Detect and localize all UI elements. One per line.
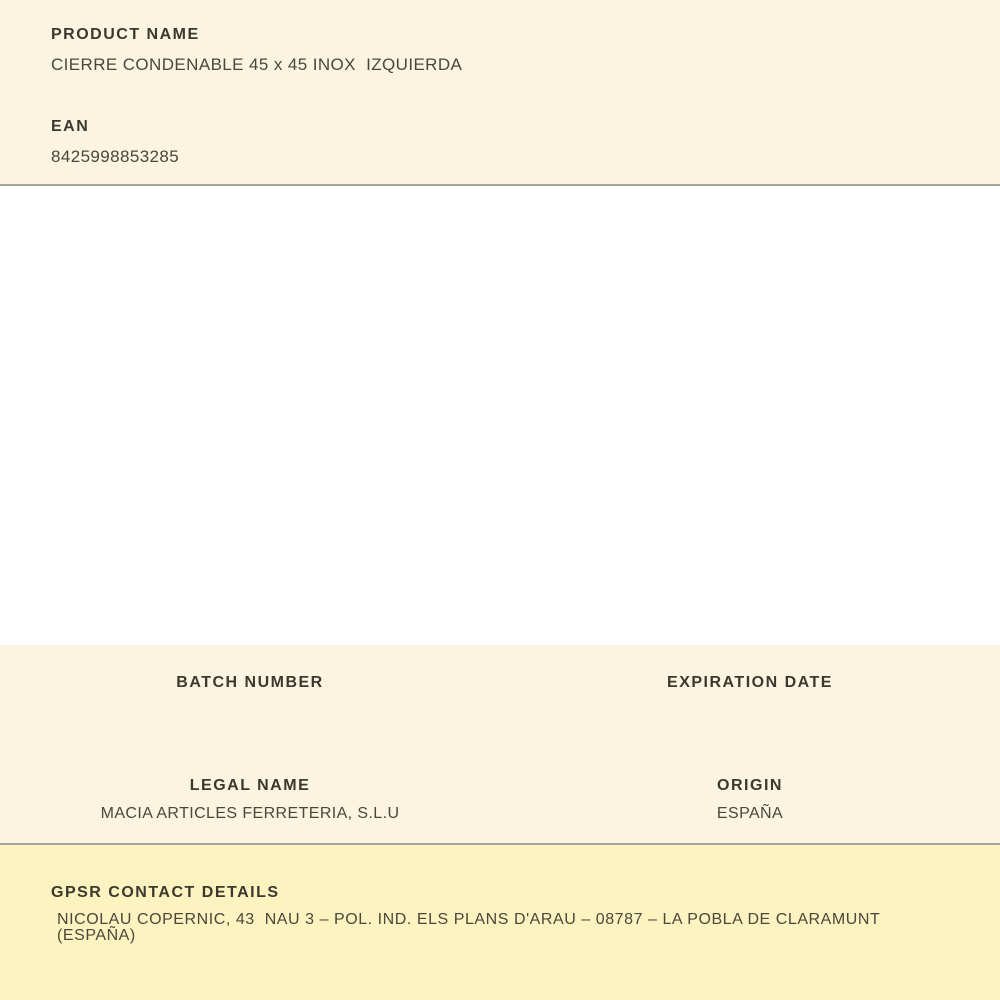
legal-name-column <box>0 778 500 822</box>
product-image-area <box>0 186 1000 645</box>
gpsr-contact-label: GPSR CONTACT DETAILS <box>51 884 280 901</box>
batch-number-column <box>0 675 500 703</box>
expiration-date-column <box>500 675 1000 703</box>
batch-number-label: BATCH NUMBER <box>176 674 324 691</box>
origin-value: ESPAÑA <box>716 805 784 822</box>
legal-name-label: LEGAL NAME <box>189 777 311 794</box>
origin-label: ORIGIN <box>717 777 783 794</box>
product-info-section <box>0 0 1000 186</box>
legal-name-value: MACIA ARTICLES FERRETERIA, S.L.U <box>100 805 400 822</box>
ean-value: 8425998853285 <box>51 147 180 166</box>
gpsr-contact-address: NICOLAU COPERNIC, 43 NAU 3 – POL. IND. ELS PLANS D'ARAU – 08787 – LA POBLA DE CLARAMUNT (ESPAÑA) <box>57 911 886 944</box>
expiration-date-label: EXPIRATION DATE <box>667 674 833 691</box>
ean-label: EAN <box>51 118 90 135</box>
product-name-label: PRODUCT NAME <box>51 26 200 43</box>
product-name-value: CIERRE CONDENABLE 45 x 45 INOX IZQUIERDA <box>51 55 463 74</box>
origin-column <box>500 778 1000 822</box>
batch-expiration-row <box>0 675 1000 703</box>
legal-origin-row <box>0 778 1000 822</box>
details-section <box>0 645 1000 845</box>
gpsr-contact-section <box>0 845 1000 1000</box>
